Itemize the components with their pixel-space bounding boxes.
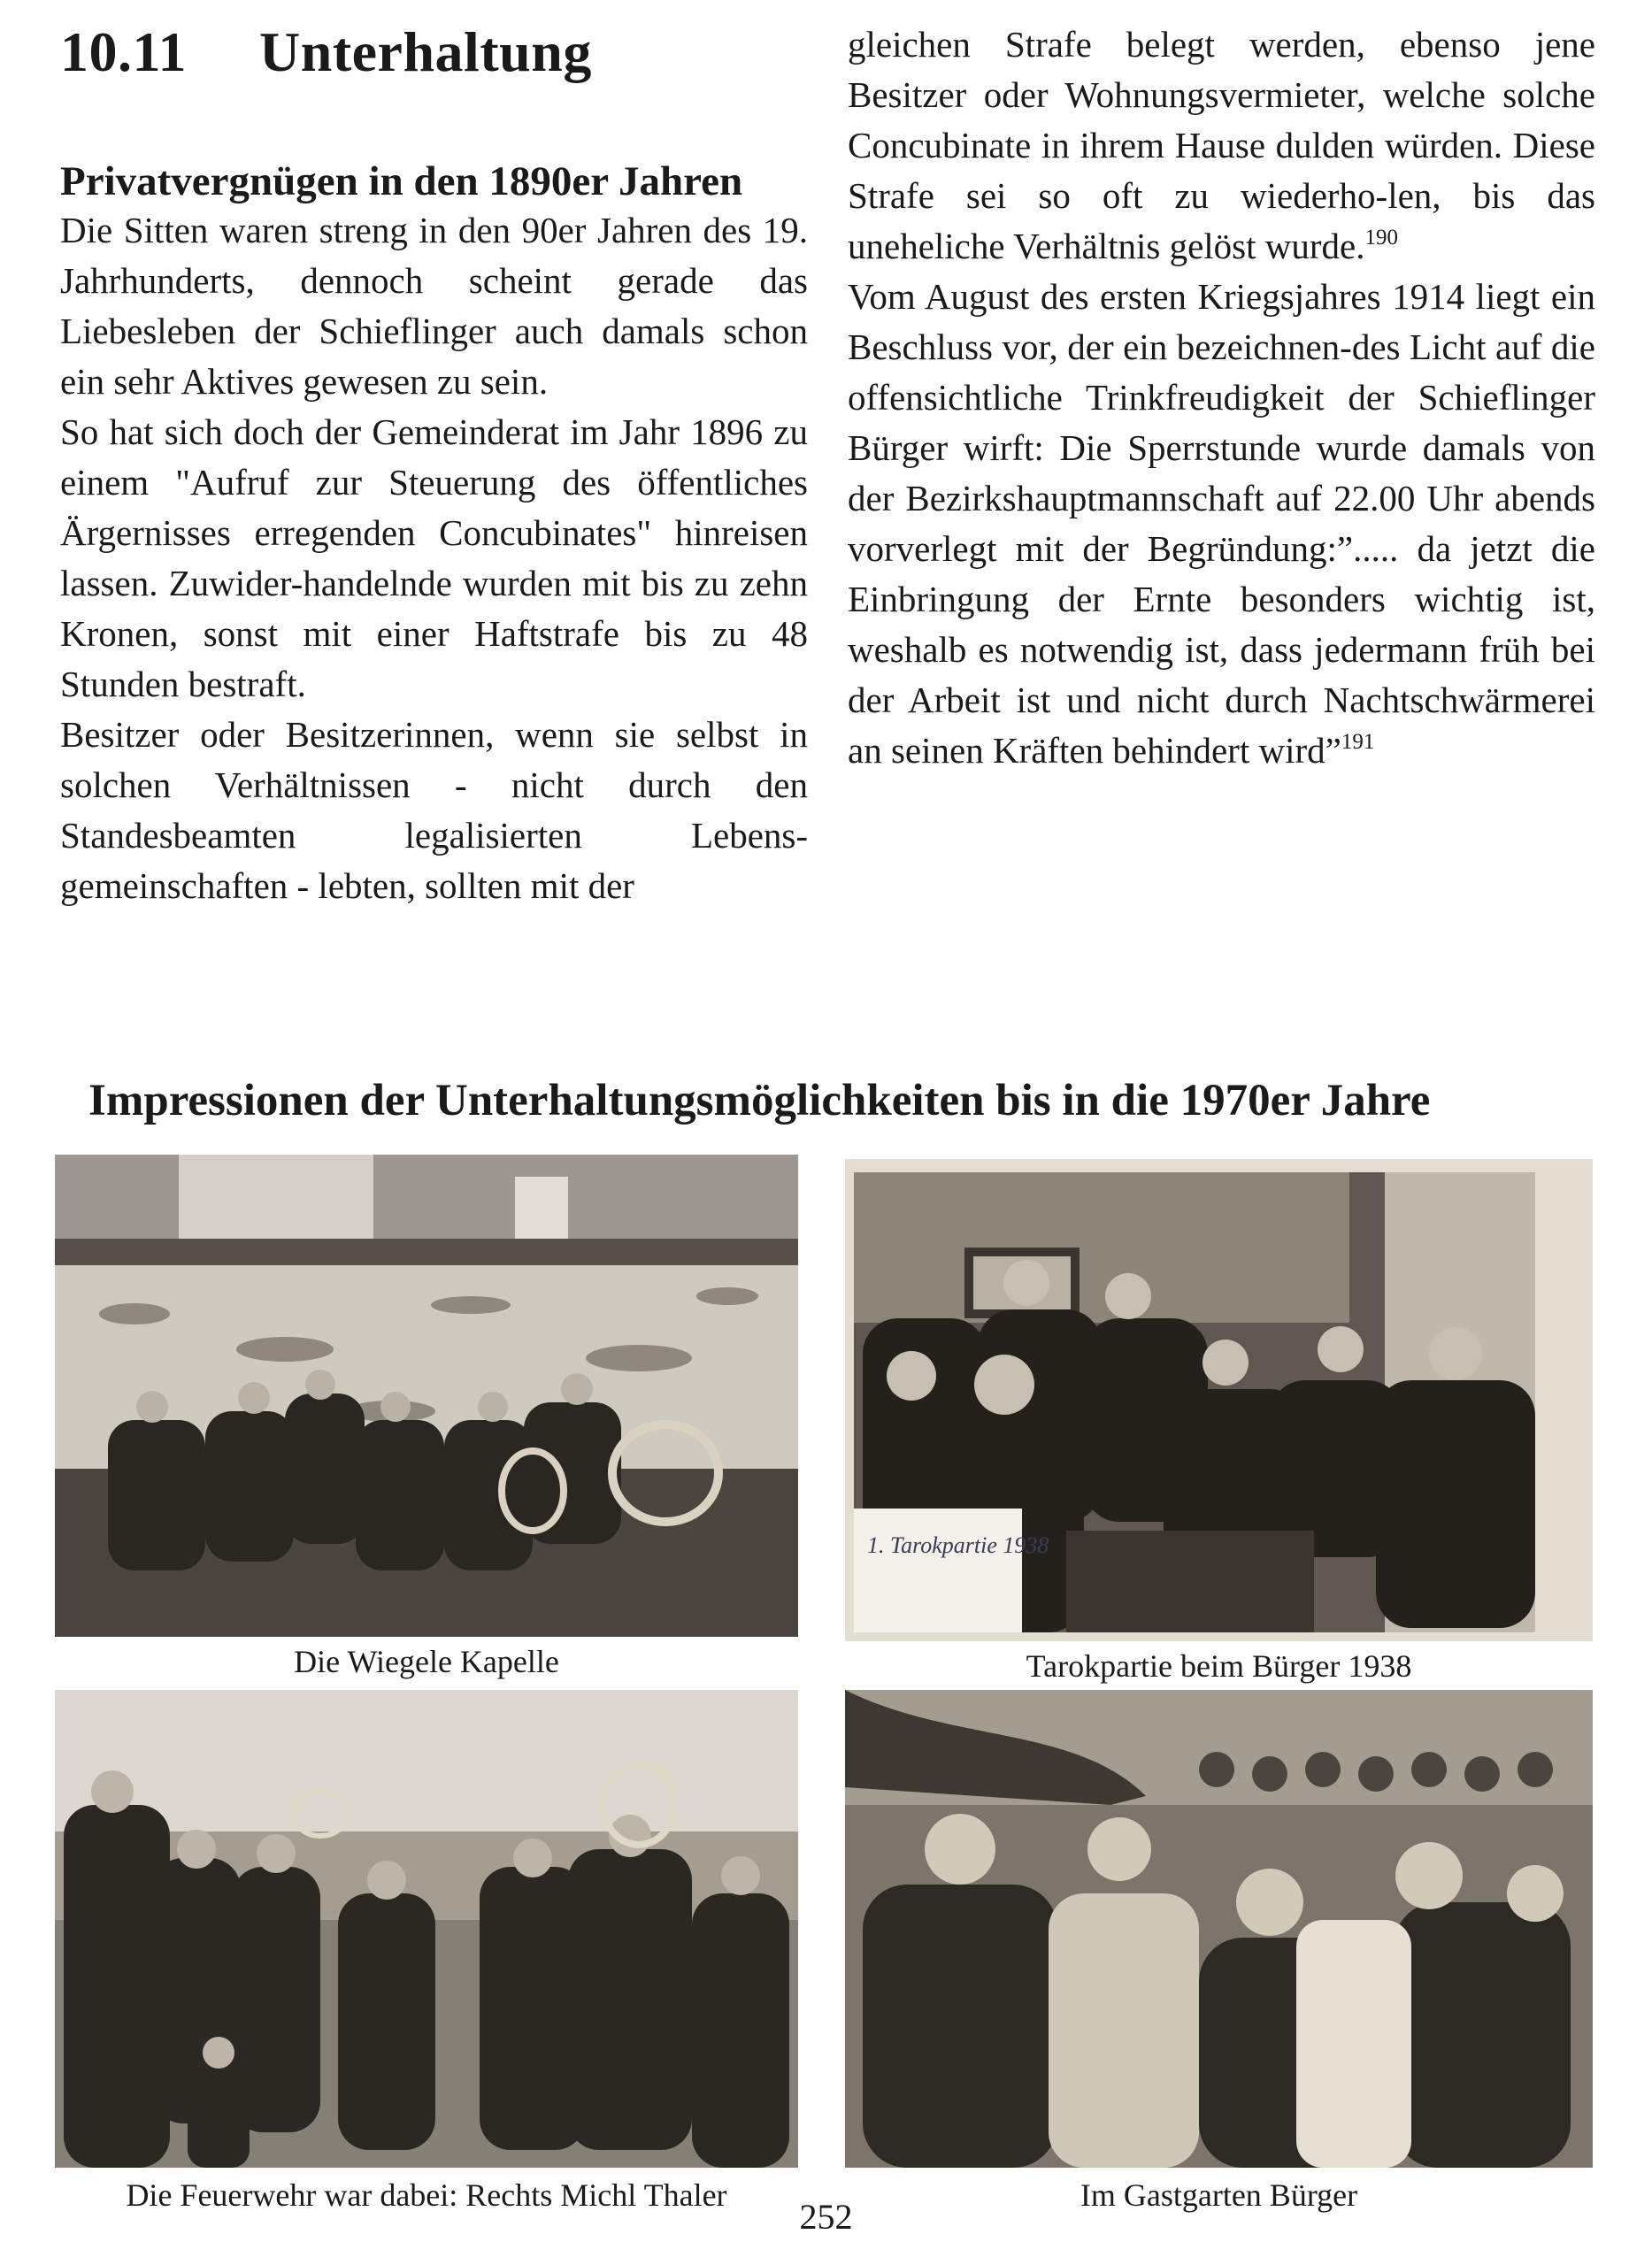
section-number: 10.11 xyxy=(60,20,187,83)
photo-caption: Die Feuerwehr war dabei: Rechts Michl Thaler xyxy=(126,2177,727,2213)
photo-gastgarten xyxy=(845,1690,1593,2168)
gallery-heading: Impressionen der Unterhaltungsmöglichkeiten bis in die 1970er Jahre xyxy=(88,1076,1431,1125)
section-title xyxy=(60,19,808,85)
section-title-text: Unterhaltung xyxy=(259,20,592,83)
page-number: 252 xyxy=(799,2197,853,2237)
photo-feuerwehr xyxy=(55,1690,798,2168)
left-column xyxy=(60,19,808,911)
left-paragraph: Besitzer oder Besitzerinnen, wenn sie selbst in solchen Verhältnissen - nicht durch den Standesbeamten legalisierten Lebens-gemeinschaften - lebten, sollten mit der xyxy=(60,713,808,906)
footnote-marker: 191 xyxy=(1341,730,1375,754)
photo-caption: Tarokpartie beim Bürger 1938 xyxy=(1026,1648,1412,1684)
handwritten-note: 1. Tarokpartie 1938 xyxy=(867,1532,1049,1558)
photo-caption: Die Wiegele Kapelle xyxy=(294,1644,559,1679)
right-column xyxy=(848,19,1595,776)
right-paragraph-text: gleichen Strafe belegt werden, ebenso jene Besitzer oder Wohnungsvermieter, welche solche Concubinate in ihrem Hause dulden würden. Diese Strafe sei so oft zu wiederho-len, bis das uneheliche Verhältnis gelöst wurde. xyxy=(848,24,1595,266)
footnote-marker: 190 xyxy=(1364,226,1398,250)
left-paragraph: So hat sich doch der Gemeinderat im Jahr 1896 zu einem "Aufruf zur Steuerung des öffentliches Ärgernisses erregenden Concubinates" hinreisen lassen. Zuwider-handelnde wurden mit bis zu zehn Kronen, sonst mit einer Haftstrafe bis zu 48 Stunden bestraft. xyxy=(60,411,808,704)
right-paragraph xyxy=(848,272,1595,776)
right-paragraph xyxy=(848,19,1595,272)
photo-wiegele-kapelle xyxy=(55,1155,798,1637)
left-paragraph: Die Sitten waren streng in den 90er Jahren des 19. Jahrhunderts, dennoch scheint gerade das Liebesleben der Schieflinger auch damals schon ein sehr Aktives gewesen zu sein. xyxy=(60,209,808,402)
photo-tarokpartie xyxy=(845,1159,1593,1641)
photo-caption: Im Gastgarten Bürger xyxy=(1080,2177,1358,2213)
article-subheading: Privatvergnügen in den 1890er Jahren xyxy=(60,157,743,204)
right-paragraph-text: Vom August des ersten Kriegsjahres 1914 liegt ein Beschluss vor, der ein bezeichnen-des Licht auf die offensichtliche Trinkfreudigkeit der Schieflinger Bürger wirft: Die Sperrstunde wurde damals von der Bezirkshauptmannschaft auf 22.00 Uhr abends vorverlegt mit der Begründung:”..... da jetzt die Einbringung der Ernte besonders wichtig ist, weshalb es notwendig ist, dass jedermann früh bei der Arbeit ist und nicht durch Nachtschwärmerei an seinen Kräften behindert wird” xyxy=(848,276,1595,771)
